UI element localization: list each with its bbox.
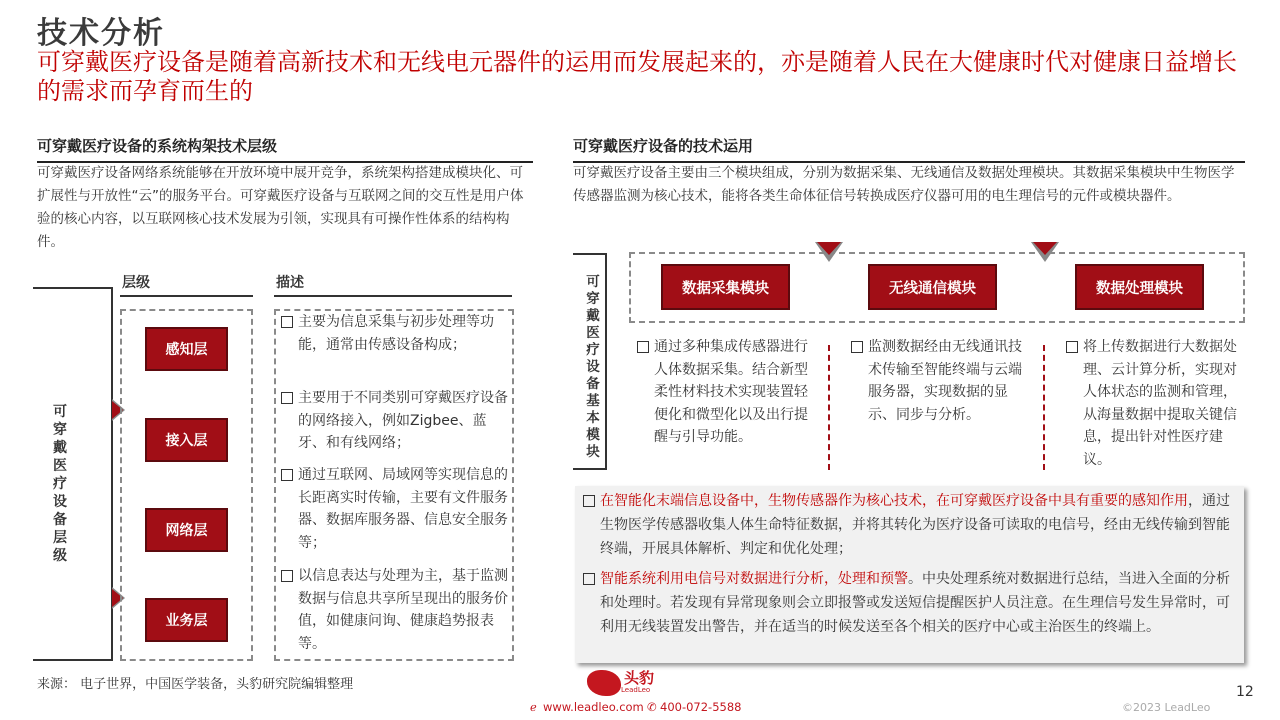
- module-description: 监测数据经由无线通讯技术传输至智能终端与云端服务器，实现数据的显示、同步与分析。: [851, 336, 1023, 426]
- divider: [120, 295, 253, 297]
- layer-description: 通过互联网、局域网等实现信息的长距离实时传输，主要有文件服务器、数据库服务器、信息安全服务等；: [281, 464, 509, 554]
- leadleo-logo: [587, 670, 654, 696]
- right-section-title: 可穿戴医疗设备的技术运用: [573, 135, 1245, 163]
- phone-icon: ✆: [647, 700, 657, 714]
- hierarchy-vertical-label: 可穿戴医疗设备层级: [53, 404, 67, 564]
- source-note: 来源： 电子世界，中国医学装备，头豹研究院编辑整理: [37, 677, 354, 692]
- layer-description: 以信息表达与处理为主，基于监测数据与信息共享所呈现出的服务价值，如健康问询、健康趋势报表等。: [281, 565, 509, 655]
- divider: [828, 345, 830, 470]
- summary-highlight: 在智能化末端信息设备中，生物传感器作为核心技术，在可穿戴医疗设备中具有重要的感知作用: [600, 493, 1188, 509]
- column-head-level: 层级: [122, 275, 150, 291]
- arrow-down-icon: [817, 242, 841, 255]
- copyright: ©2023 LeadLeo: [1122, 701, 1211, 714]
- divider: [1043, 345, 1045, 470]
- left-section-title: 可穿戴医疗设备的系统构架技术层级: [37, 135, 533, 163]
- summary-item: [583, 567, 1233, 639]
- column-head-description: 描述: [276, 275, 304, 291]
- layer-description: 主要用于不同类别可穿戴医疗设备的网络接入，例如Zigbee、蓝牙、和有线网络；: [281, 387, 509, 455]
- layer-business: 业务层: [145, 598, 228, 642]
- layer-access: 接入层: [145, 418, 228, 462]
- hierarchy-bracket: [33, 287, 113, 661]
- page-title: 技术分析: [37, 16, 165, 51]
- page-number: 12: [1236, 684, 1254, 700]
- website-link[interactable]: www.leadleo.com: [543, 700, 644, 714]
- module-vertical-label: 可穿戴医疗设备基本模块: [586, 274, 600, 460]
- logo-text: 头豹: [624, 669, 655, 687]
- right-paragraph: 可穿戴医疗设备主要由三个模块组成，分别为数据采集、无线通信及数据处理模块。其数据采集模块中生物医学传感器监测为核心技术，能将各类生命体征信号转换成医疗仪器可用的电生理信号的元件或模块器件。: [573, 165, 1235, 204]
- headline: 可穿戴医疗设备是随着高新技术和无线电元器件的运用而发展起来的，亦是随着人民在大健康时代对健康日益增长的需求而孕育而生的: [37, 48, 1237, 105]
- phone-number: 400-072-5588: [660, 700, 742, 714]
- web-icon: ℯ: [530, 700, 537, 714]
- summary-item: [583, 489, 1233, 561]
- leopard-icon: [587, 670, 621, 696]
- module-wireless: 无线通信模块: [868, 264, 997, 310]
- module-data-collection: 数据采集模块: [661, 264, 790, 310]
- layer-network: 网络层: [145, 508, 228, 552]
- arrow-down-icon: [1033, 242, 1057, 255]
- summary-highlight: 智能系统利用电信号对数据进行分析，处理和预警: [600, 571, 908, 587]
- left-paragraph: 可穿戴医疗设备网络系统能够在开放环境中展开竞争，系统架构搭建成模块化、可扩展性与开放性“云”的服务平台。可穿戴医疗设备与互联网之间的交互性是用户体验的核心内容，以互联网核心技术发展为引领，实现具有可操作性体系的结构构件。: [37, 165, 524, 250]
- summary-text: ，通过生物医学传感器收集人体生命特征数据，并将其转化为医疗设备可读取的电信号，经由无线传输到智能终端，开展具体解析、判定和优化处理；: [600, 493, 1230, 557]
- summary-text: 。中央处理系统对数据进行总结，当进入全面的分析和处理时。若发现有异常现象则会立即报警或发送短信提醒医护人员注意。在生理信号发生异常时，可利用无线装置发出警告，并在适当的时候发送至各个相关的医疗中心或主治医生的终端上。: [600, 571, 1230, 635]
- module-description: 将上传数据进行大数据处理、云计算分析，实现对人体状态的监测和管理，从海量数据中提取关键信息，提出针对性医疗建议。: [1066, 336, 1244, 471]
- layer-perception: 感知层: [145, 327, 228, 371]
- divider: [274, 295, 512, 297]
- layer-description: 主要为信息采集与初步处理等功能，通常由传感设备构成；: [281, 311, 509, 356]
- module-description: 通过多种集成传感器进行人体数据采集。结合新型柔性材料技术实现装置轻便化和微型化以及出行提醒与引导功能。: [637, 336, 809, 449]
- logo-subtext: LeadLeo: [621, 686, 651, 694]
- module-data-processing: 数据处理模块: [1075, 264, 1204, 310]
